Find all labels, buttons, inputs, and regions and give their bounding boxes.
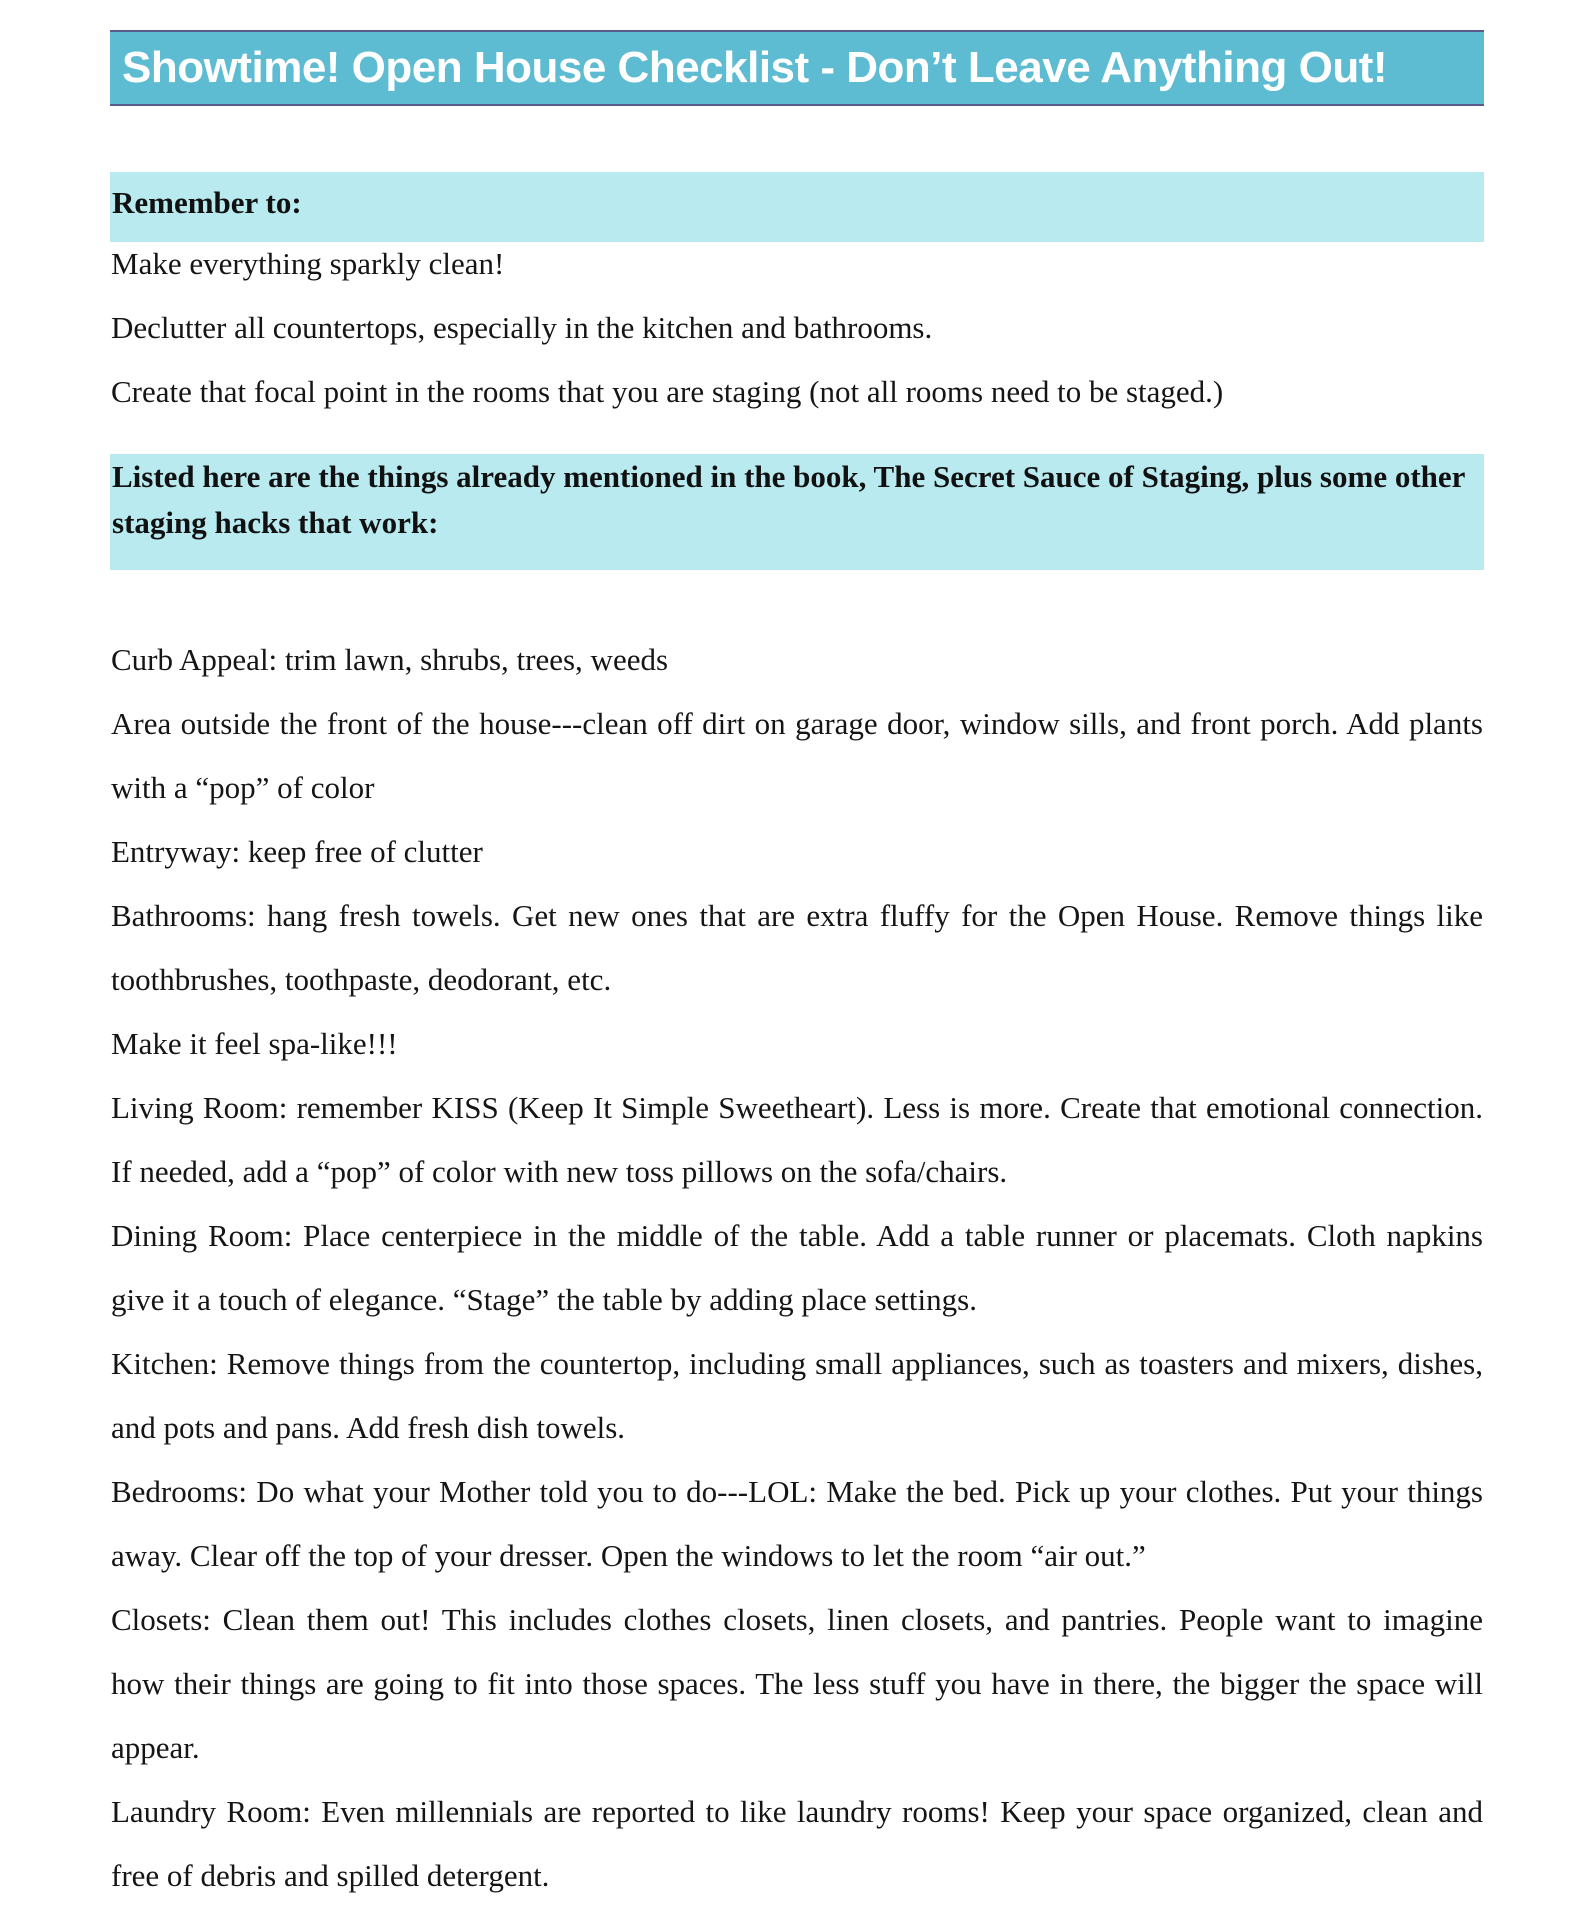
remember-item-declutter: Declutter all countertops, especially in the kitchen and bathrooms. xyxy=(111,310,933,345)
checklist-item-kitchen: Kitchen: Remove things from the countertop, including small appliances, such as toasters and mixers, dishes, and pots and pans. Add fresh dish towels. xyxy=(111,1346,1483,1445)
title-banner xyxy=(110,30,1484,106)
checklist-item-bathrooms: Bathrooms: hang fresh towels. Get new ones that are extra fluffy for the Open House. Remove things like toothbrushes, toothpaste, deodorant, etc. xyxy=(111,898,1483,997)
remember-item-focal-point: Create that focal point in the rooms that you are staging (not all rooms need to be staged.) xyxy=(111,374,1224,409)
checklist-item-curb-appeal: Curb Appeal: trim lawn, shrubs, trees, weeds xyxy=(111,642,669,677)
checklist-item-entryway: Entryway: keep free of clutter xyxy=(111,834,483,869)
checklist-item-bedrooms: Bedrooms: Do what your Mother told you to do---LOL: Make the bed. Pick up your clothes. Put your things away. Clear off the top of your dresser. Open the windows to let the room “air out.” xyxy=(111,1474,1483,1573)
listed-heading: Listed here are the things already mentioned in the book, The Secret Sauce of Staging, plus some other staging hacks that work: xyxy=(110,454,1484,570)
checklist-item-dining-room: Dining Room: Place centerpiece in the middle of the table. Add a table runner or placemats. Cloth napkins give it a touch of elegance. “Stage” the table by adding place settings. xyxy=(111,1218,1483,1317)
checklist-item-living-room: Living Room: remember KISS (Keep It Simple Sweetheart). Less is more. Create that emotional connection. If needed, add a “pop” of color with new toss pillows on the sofa/chairs. xyxy=(111,1090,1483,1189)
checklist-item-laundry-room: Laundry Room: Even millennials are reported to like laundry rooms! Keep your space organized, clean and free of debris and spilled detergent. xyxy=(111,1794,1483,1893)
remember-item-clean: Make everything sparkly clean! xyxy=(111,246,505,281)
page-title: Showtime! Open House Checklist - Don’t Leave Anything Out! xyxy=(122,43,1388,92)
checklist-item-closets: Closets: Clean them out! This includes clothes closets, linen closets, and pantries. People want to imagine how their things are going to fit into those spaces. The less stuff you have in there, the bigger the space will appear. xyxy=(111,1602,1483,1765)
checklist-item-spa: Make it feel spa-like!!! xyxy=(111,1026,398,1061)
remember-heading: Remember to: xyxy=(110,172,1484,242)
checklist-item-front-area: Area outside the front of the house---clean off dirt on garage door, window sills, and front porch. Add plants with a “pop” of color xyxy=(111,706,1483,805)
